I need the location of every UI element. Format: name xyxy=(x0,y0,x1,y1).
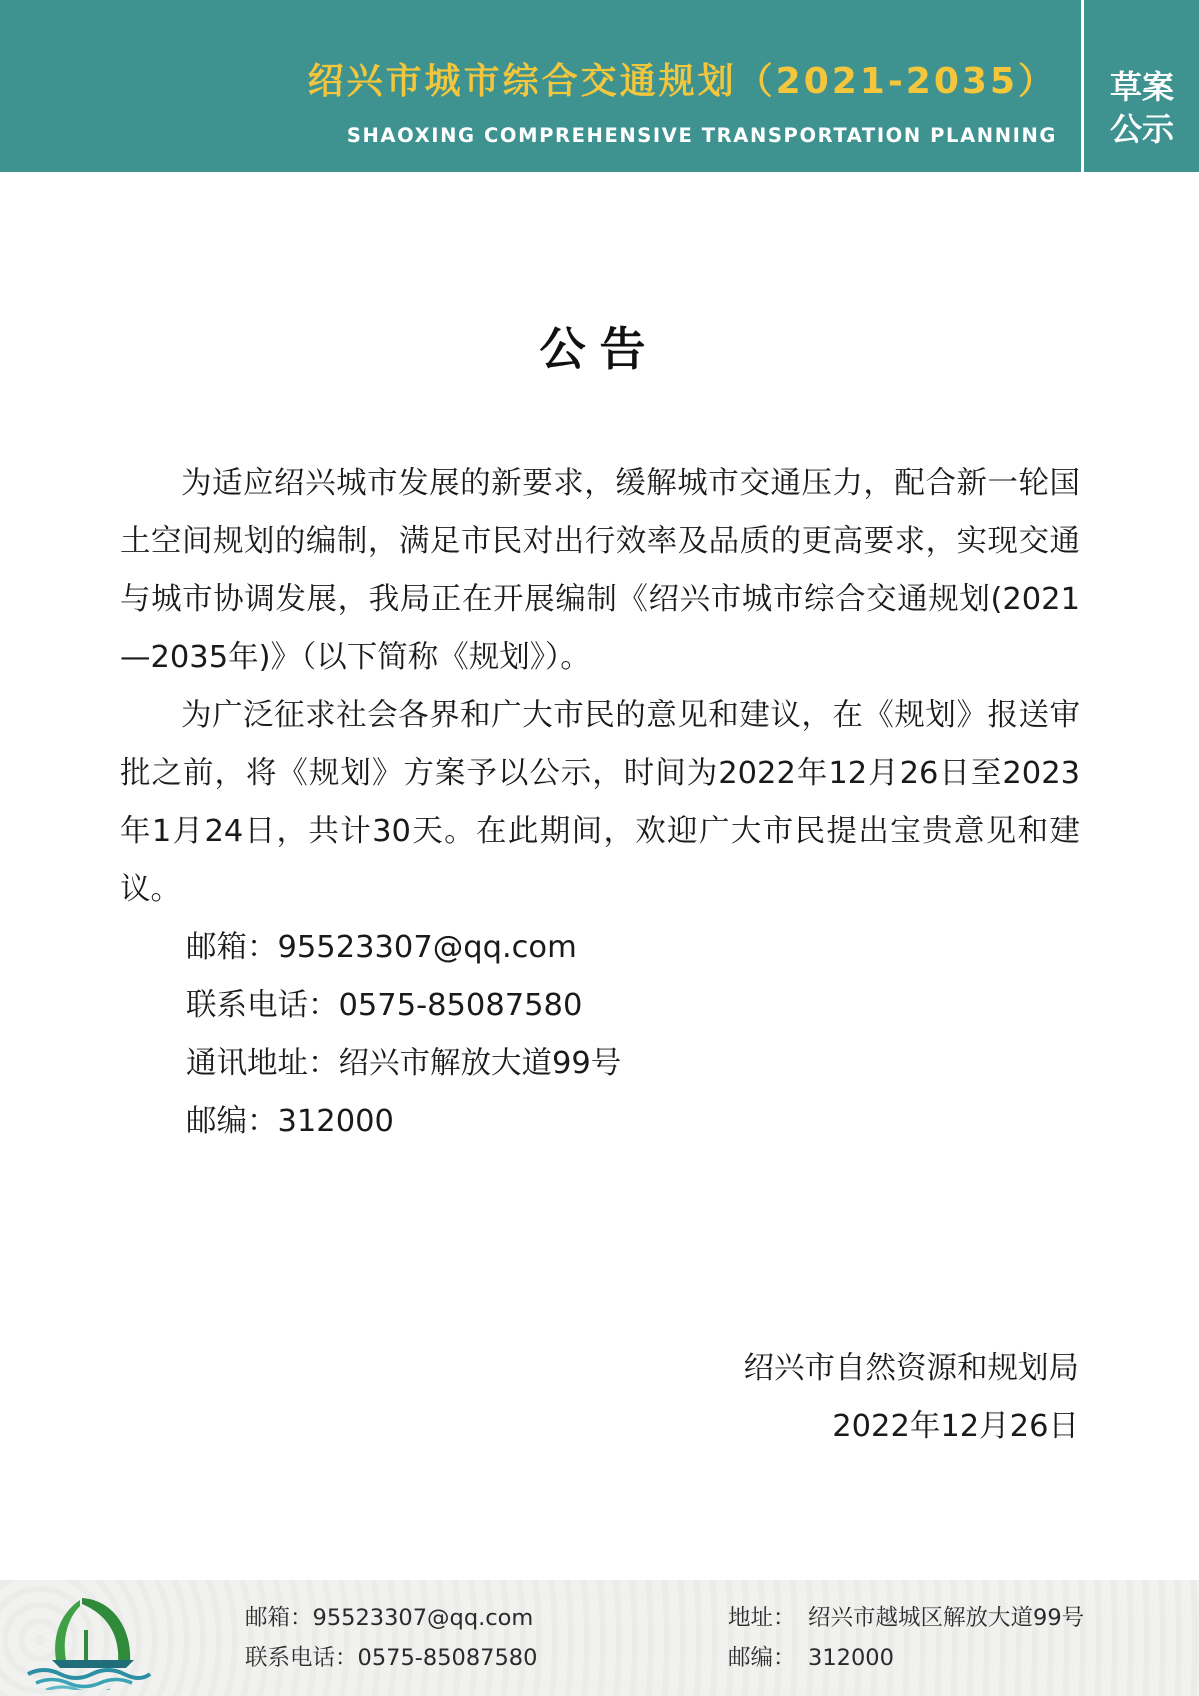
footer-postcode xyxy=(728,1638,1084,1678)
footer-email xyxy=(245,1598,537,1638)
contact-phone: 联系电话：0575-85087580 xyxy=(186,988,583,1023)
notice-title: 公告 xyxy=(539,322,660,376)
footer-postcode-value: 312000 xyxy=(808,1645,894,1671)
contact-postcode: 邮编：312000 xyxy=(186,1104,394,1139)
footer-phone xyxy=(245,1638,537,1678)
signature-date: 2022年12月26日 xyxy=(832,1409,1079,1444)
contact-list xyxy=(120,919,1080,1151)
footer-phone-value: 0575-85087580 xyxy=(357,1645,538,1671)
footer-address-label: 地址： xyxy=(728,1605,796,1631)
contact-address: 通讯地址：绍兴市解放大道99号 xyxy=(186,1046,622,1081)
badge-line-2: 公示 xyxy=(1109,110,1174,148)
page-header xyxy=(0,0,1199,172)
header-divider xyxy=(1081,0,1084,172)
draft-publicity-badge xyxy=(1100,66,1184,150)
notice-paragraph-2: 为广泛征求社会各界和广大市民的意见和建议，在《规划》报送审批之前，将《规划》方案予以公示，时间为2022年12月26日至2023年1月24日，共计30天。在此期间，欢迎广大市民提出宝贵意见和建议。 xyxy=(120,698,1080,907)
footer-email-label: 邮箱： xyxy=(245,1605,313,1631)
badge-line-1: 草案 xyxy=(1109,68,1174,106)
contact-email: 邮箱：95523307@qq.com xyxy=(186,930,577,965)
sail-wave-logo-icon xyxy=(22,1590,152,1690)
footer-phone-label: 联系电话： xyxy=(245,1645,358,1671)
page-footer xyxy=(0,1580,1199,1696)
signature-block xyxy=(744,1340,1080,1456)
notice-paragraph-1: 为适应绍兴城市发展的新要求，缓解城市交通压力，配合新一轮国土空间规划的编制，满足市民对出行效率及品质的更高要求，实现交通与城市协调发展，我局正在开展编制《绍兴市城市综合交通规划(2021—2035年)》（以下简称《规划》）。 xyxy=(120,466,1080,675)
header-title: 绍兴市城市综合交通规划（2021-2035） xyxy=(307,61,1057,102)
footer-postcode-label: 邮编： xyxy=(728,1645,796,1671)
notice-body xyxy=(120,455,1080,1151)
footer-contacts-right xyxy=(728,1598,1084,1678)
footer-email-value: 95523307@qq.com xyxy=(312,1605,534,1631)
footer-address-value: 绍兴市越城区解放大道99号 xyxy=(808,1605,1085,1631)
signature-organization: 绍兴市自然资源和规划局 xyxy=(743,1351,1079,1386)
header-subtitle: SHAOXING COMPREHENSIVE TRANSPORTATION PLANNING xyxy=(346,124,1057,147)
footer-contacts-left xyxy=(245,1598,537,1678)
footer-address xyxy=(728,1598,1084,1638)
